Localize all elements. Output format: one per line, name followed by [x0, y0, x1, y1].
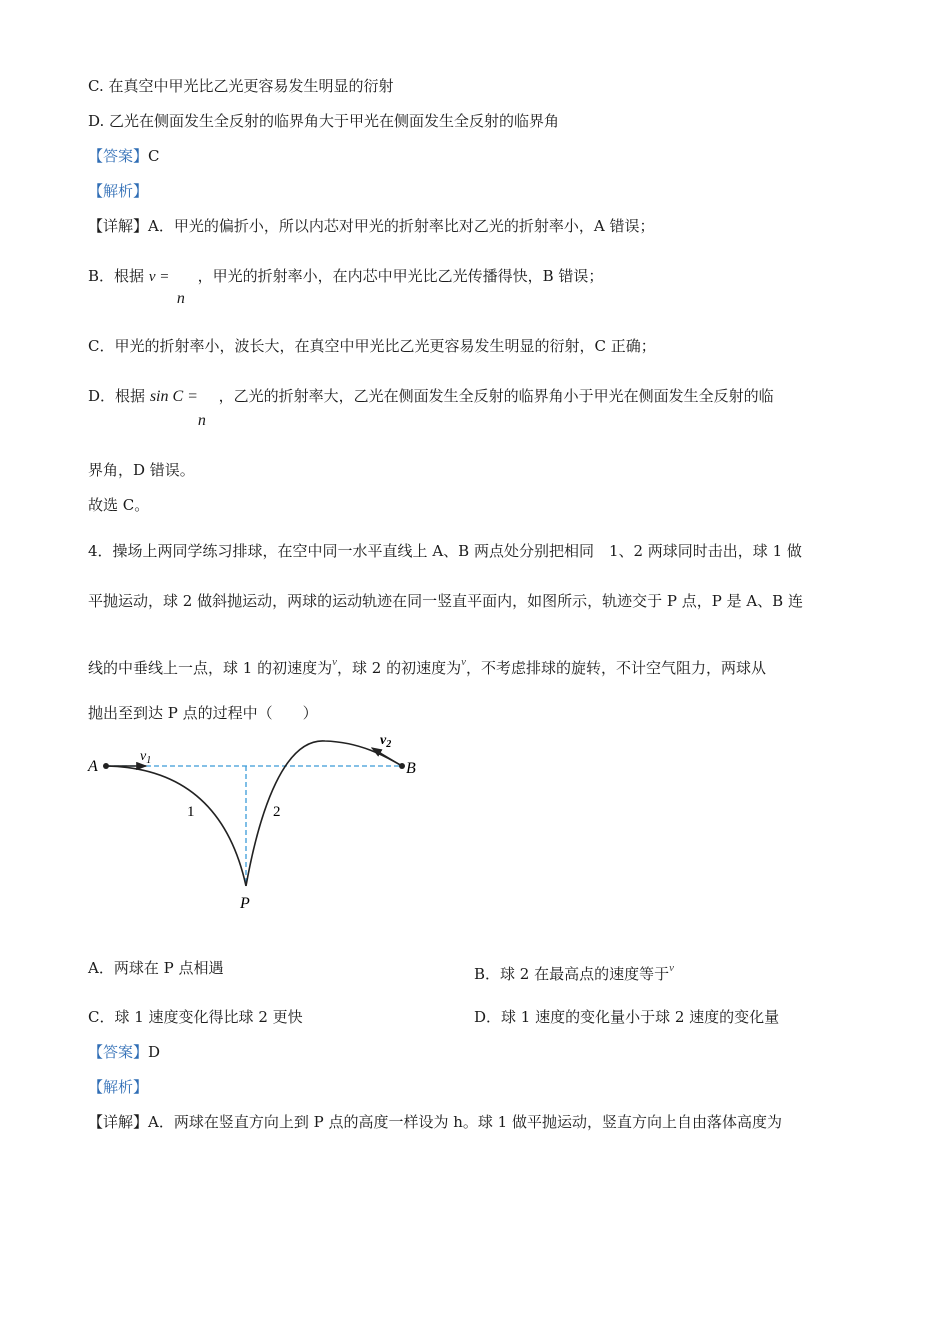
q3-detail-d-cont: 界角，D 错误。 — [88, 461, 195, 479]
option-b-v-symbol: v — [669, 962, 674, 974]
v1-symbol: v — [332, 656, 337, 668]
q3-detail-d — [88, 376, 774, 429]
q4-stem-line-1: 4．操场上两同学练习排球，在空中同一水平直线上 A、B 两点处分别把相同 1、2 两球同时击出，球 1 做 — [88, 542, 802, 560]
formula-b-num: v = — [148, 269, 170, 285]
trajectory-2 — [246, 741, 402, 886]
v2-arrow — [372, 748, 402, 766]
detail-tag: 【详解】 — [88, 217, 149, 235]
q4-stem-line-4: 抛出至到达 P 点的过程中（ ） — [88, 704, 318, 722]
point-a — [103, 763, 109, 769]
q3-option-c: C. 在真空中甲光比乙光更容易发生明显的衍射 — [88, 77, 394, 95]
stem-3c: ，不考虑排球的旋转，不计空气阻力，两球从 — [465, 659, 766, 677]
detail-d-post: ，乙光的折射率大，乙光在侧面发生全反射的临界角小于甲光在侧面发生全反射的临 — [218, 387, 774, 405]
q3-conclusion: 故选 C。 — [88, 496, 150, 514]
label-v2: $v_2$ — [380, 733, 392, 750]
answer-value: D — [148, 1043, 161, 1061]
detail-b-post: ，甲光的折射率小，在内芯中甲光比乙光传播得快，B 错误； — [197, 267, 604, 285]
q4-analysis-tag: 【解析】 — [88, 1078, 149, 1096]
formula-b-den: n — [176, 290, 185, 307]
v2-symbol: v — [461, 656, 466, 668]
label-a: A — [88, 758, 98, 775]
point-b — [399, 763, 405, 769]
answer-value: C — [148, 147, 160, 165]
q3-detail-a — [88, 216, 654, 236]
option-b-text: B．球 2 在最高点的速度等于 — [474, 965, 670, 983]
label-2: 2 — [273, 804, 281, 820]
q4-answer — [88, 1042, 160, 1062]
projectile-diagram — [80, 728, 430, 918]
detail-b-pre: B．根据 — [88, 267, 145, 285]
detail-tag: 【详解】 — [88, 1113, 149, 1131]
stem-3b: ，球 2 的初速度为 — [336, 659, 462, 677]
detail-d-pre: D．根据 — [88, 387, 146, 405]
q3-detail-c: C．甲光的折射率小，波长大，在真空中甲光比乙光更容易发生明显的衍射，C 正确； — [88, 337, 656, 355]
q4-option-d: D．球 1 速度的变化量小于球 2 速度的变化量 — [474, 1008, 780, 1026]
q4-stem-line-2: 平抛运动，球 2 做斜抛运动，两球的运动轨迹在同一竖直平面内，如图所示，轨迹交于 P 点，P 是 A、B 连 — [88, 592, 803, 610]
label-v1: $v_1$ — [140, 749, 152, 766]
formula-v-equals-c-over-n — [148, 257, 193, 307]
detail-a-text: A．两球在竖直方向上到 P 点的高度一样设为 h。球 1 做平抛运动，竖直方向上自由落体高度为 — [148, 1113, 782, 1131]
q4-option-c: C．球 1 速度变化得比球 2 更快 — [88, 1008, 303, 1026]
q3-analysis-tag: 【解析】 — [88, 182, 149, 200]
label-b: B — [406, 760, 416, 777]
stem-3a: 线的中垂线上一点，球 1 的初速度为 — [88, 659, 333, 677]
q4-stem-line-3 — [88, 652, 766, 678]
label-p: P — [240, 895, 250, 912]
q3-answer — [88, 146, 160, 166]
trajectory-1 — [106, 766, 246, 886]
detail-a-text: A．甲光的偏折小，所以内芯对甲光的折射率比对乙光的折射率小，A 错误； — [148, 217, 655, 235]
formula-d-num: sin C = — [149, 388, 198, 405]
q3-option-d: D. 乙光在侧面发生全反射的临界角大于甲光在侧面发生全反射的临界角 — [88, 112, 560, 130]
q4-detail-a — [88, 1112, 782, 1132]
answer-tag: 【答案】 — [88, 147, 149, 165]
label-1: 1 — [187, 804, 195, 820]
q4-option-b — [474, 958, 674, 984]
formula-d-den: n — [197, 412, 206, 429]
q4-option-a: A．两球在 P 点相遇 — [88, 959, 224, 977]
q3-detail-b — [88, 256, 604, 307]
formula-sinc-equals-1-over-n — [149, 377, 214, 429]
answer-tag: 【答案】 — [88, 1043, 149, 1061]
